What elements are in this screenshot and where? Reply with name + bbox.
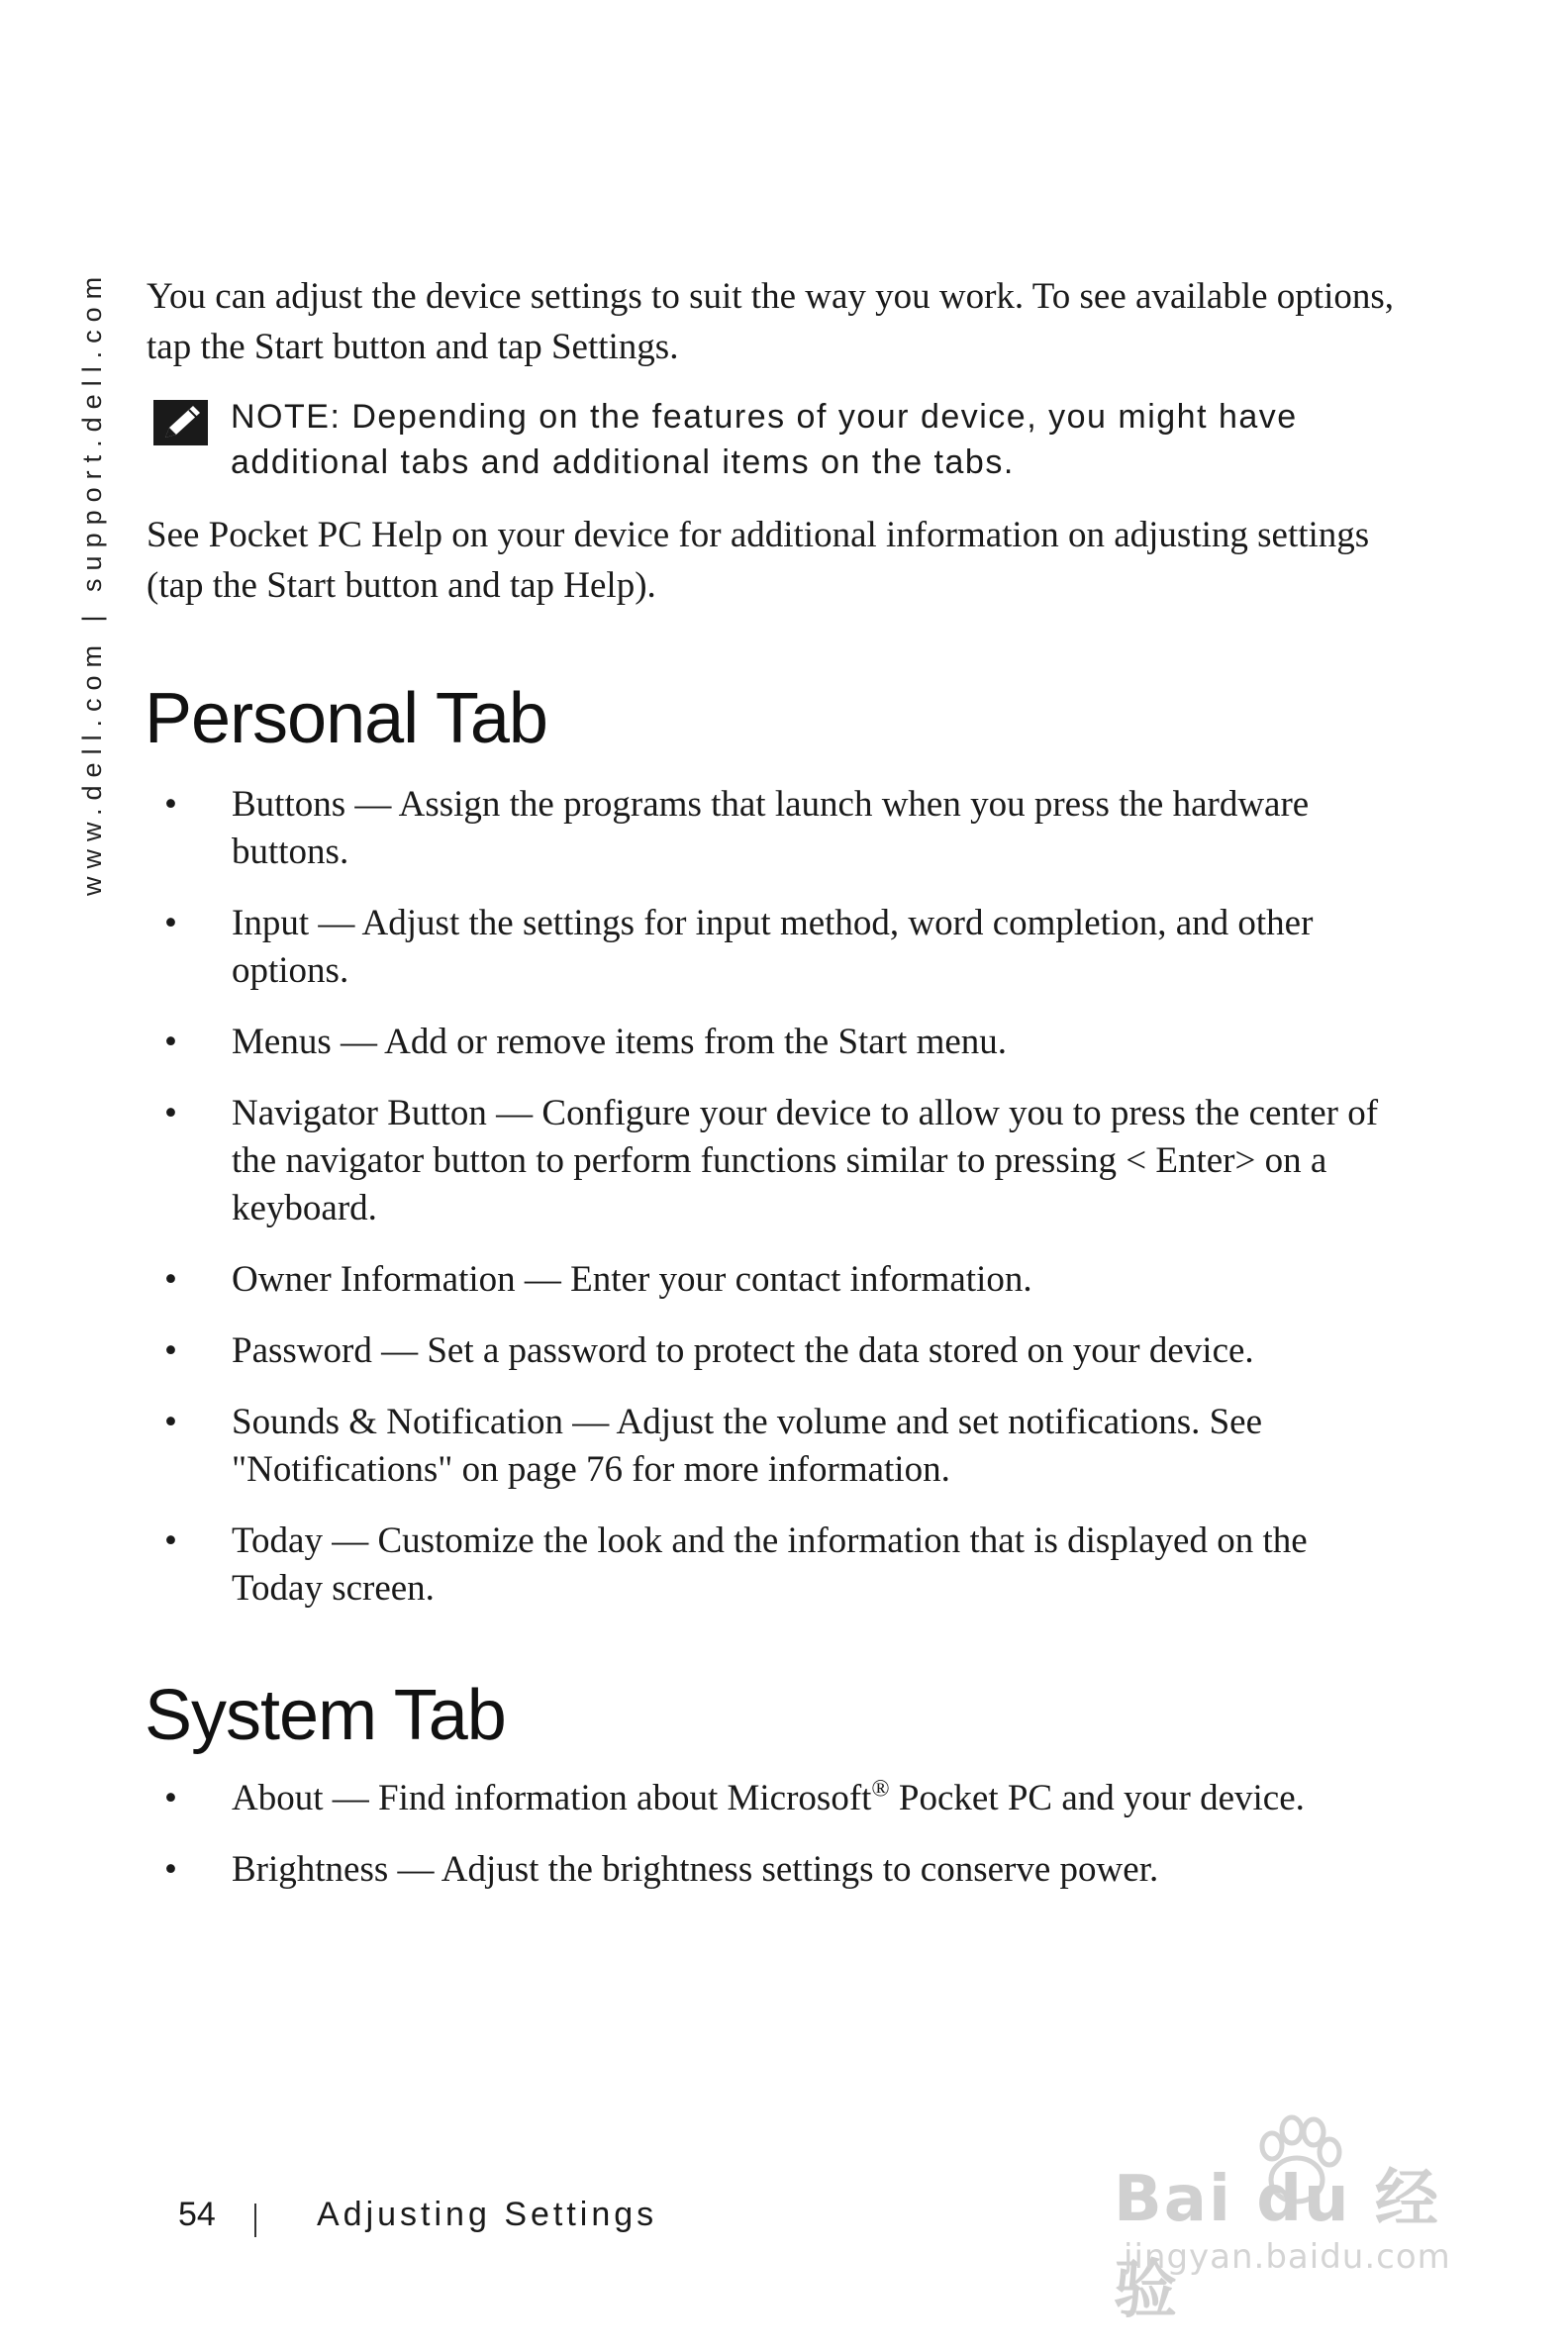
note-pencil-icon [153, 400, 208, 445]
footer-divider [254, 2204, 256, 2237]
list-item-menus [147, 1019, 1394, 1066]
list-item-text: Brightness — Adjust the brightness settings to conserve power. [232, 1849, 1159, 1890]
system-tab-heading: System Tab [145, 1676, 506, 1755]
note-body: Depending on the features of your device, you might have additional tabs and additional items on the tabs. [231, 398, 1298, 481]
bullet: • [164, 1022, 177, 1062]
list-item-brightness [147, 1846, 1394, 1894]
list-item-about [147, 1775, 1394, 1822]
watermark-logo: Bai du 经验 [1114, 2163, 1440, 2327]
about-text-rest: Pocket PC and your device. [889, 1778, 1305, 1818]
bullet: • [164, 1093, 177, 1133]
bullet: • [164, 1520, 177, 1561]
list-item-navigator-button [147, 1090, 1394, 1232]
baidu-watermark [1114, 2108, 1490, 2327]
footer-section-title: Adjusting Settings [317, 2196, 658, 2233]
page-number: 54 [178, 2196, 216, 2233]
list-item-text: Navigator Button — Configure your device to allow you to press the center of the navigator button to perform functions similar to pressing < Enter> on a keyboard. [232, 1093, 1379, 1228]
list-item-text: Today — Customize the look and the information that is displayed on the Today screen. [232, 1520, 1308, 1609]
list-item-text: Menus — Add or remove items from the Start menu. [232, 1022, 1008, 1062]
about-text: About — Find information about Microsoft [232, 1778, 872, 1818]
list-item-password [147, 1327, 1394, 1375]
system-tab-list [147, 1775, 1394, 1917]
list-item-text: Buttons — Assign the programs that launch when you press the hardware buttons. [232, 784, 1310, 872]
list-item-input [147, 900, 1394, 995]
bullet: • [164, 1402, 177, 1442]
note-label: NOTE: [231, 398, 342, 436]
bullet: • [164, 1259, 177, 1300]
list-item-buttons [147, 781, 1394, 876]
help-paragraph: See Pocket PC Help on your device for additional information on adjusting settings (tap the Start button and tap Help). [147, 515, 1370, 606]
list-item-today [147, 1518, 1394, 1613]
list-item-text: Sounds & Notification — Adjust the volume and set notifications. See "Notifications" on page 76 for more information. [232, 1402, 1263, 1490]
list-item-text: Input — Adjust the settings for input method, word completion, and other options. [232, 903, 1314, 991]
bullet: • [164, 784, 177, 825]
list-item-text: Password — Set a password to protect the data stored on your device. [232, 1330, 1254, 1371]
bullet: • [164, 903, 177, 943]
list-item-text: Owner Information — Enter your contact information. [232, 1259, 1032, 1300]
personal-tab-list [147, 781, 1394, 1636]
list-item-sounds-notification [147, 1399, 1394, 1494]
note-text [231, 394, 1389, 485]
registered-mark: ® [871, 1776, 890, 1803]
personal-tab-heading: Personal Tab [145, 679, 547, 758]
list-item-owner-information [147, 1256, 1394, 1304]
bullet: • [164, 1849, 177, 1890]
intro-paragraph: You can adjust the device settings to suit the way you work. To see available options, tap the Start button and tap Settings. [147, 276, 1395, 367]
bullet: • [164, 1330, 177, 1371]
bullet: • [164, 1778, 177, 1818]
sidebar-url: www.dell.com | support.dell.com [77, 268, 107, 896]
watermark-url: jingyan.baidu.com [1124, 2237, 1451, 2277]
